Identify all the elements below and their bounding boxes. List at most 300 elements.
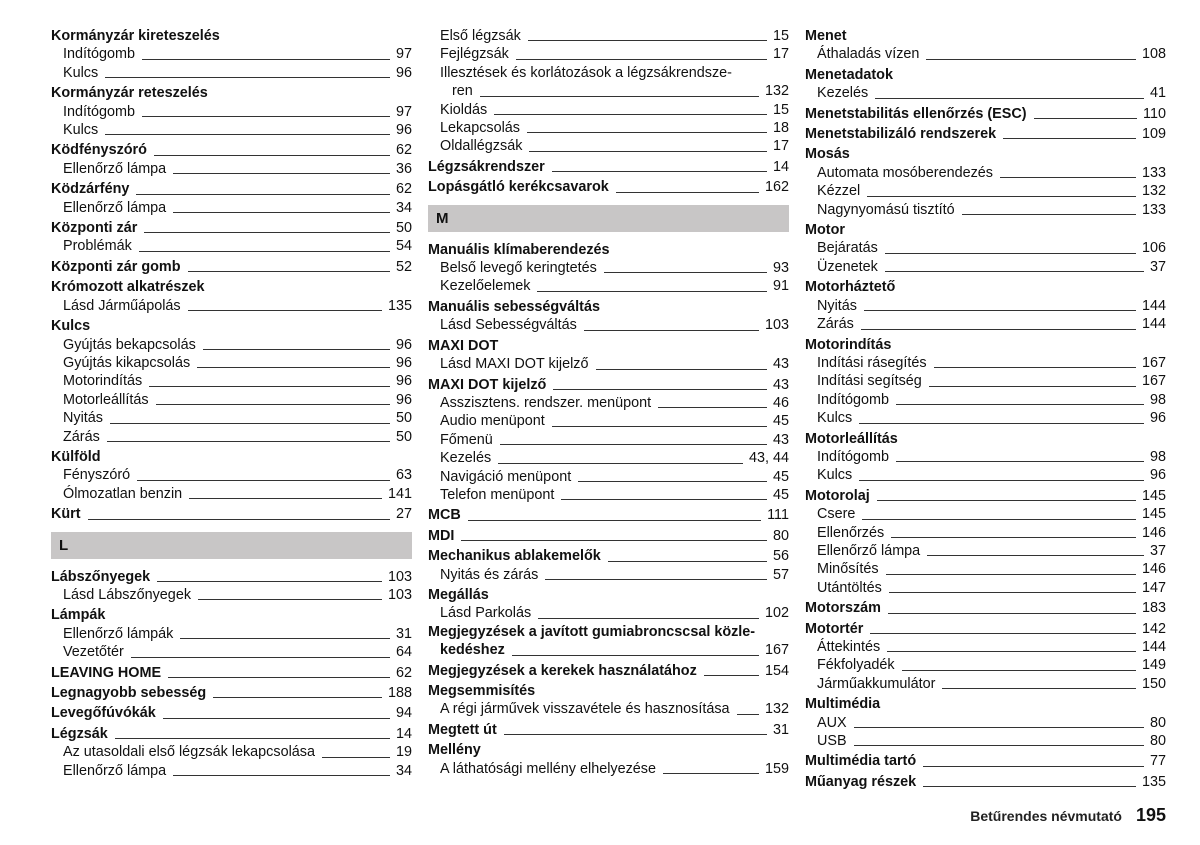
- page-reference[interactable]: 80: [772, 527, 789, 544]
- page-reference[interactable]: 15: [772, 101, 789, 118]
- index-subentry: [51, 625, 412, 643]
- page-reference[interactable]: 146: [1141, 524, 1166, 541]
- leader-line: [923, 786, 1136, 787]
- leader-line: [154, 155, 390, 156]
- page-reference[interactable]: 144: [1141, 639, 1166, 655]
- page-reference[interactable]: 106: [1141, 240, 1166, 257]
- index-subentry: [51, 762, 412, 780]
- entry-label: Menetstabilizáló rendszerek: [805, 126, 997, 143]
- entry-label: Kezelés: [440, 450, 492, 467]
- leader-line: [173, 775, 390, 776]
- entry-label: Asszisztens. rendszer. menüpont: [440, 394, 652, 411]
- page-reference[interactable]: 43: [772, 376, 789, 393]
- page-reference[interactable]: 34: [395, 199, 412, 216]
- page-reference[interactable]: 41: [1149, 85, 1166, 102]
- entry-label: Kürt: [51, 506, 81, 523]
- page-reference[interactable]: 133: [1141, 164, 1166, 181]
- page-reference[interactable]: 56: [772, 548, 789, 565]
- entry-label: Kulcs: [817, 467, 853, 484]
- index-entry: [51, 258, 412, 276]
- entry-label: Kezelőelemek: [440, 278, 531, 295]
- page-reference[interactable]: 31: [395, 625, 412, 642]
- page-reference[interactable]: 64: [395, 644, 412, 661]
- index-subentry: [51, 297, 412, 315]
- entry-label: MDI: [428, 527, 455, 544]
- index-subentry: [51, 354, 412, 372]
- entry-label: Kioldás: [440, 101, 488, 118]
- index-entry: [805, 125, 1166, 143]
- leader-line: [529, 151, 767, 152]
- index-subentry: [805, 201, 1166, 219]
- index-entry: [51, 568, 412, 586]
- index-subentry: [428, 412, 789, 430]
- leader-line: [616, 192, 759, 193]
- page-reference[interactable]: 145: [1141, 506, 1166, 523]
- index-subentry: [51, 103, 412, 121]
- leader-line: [663, 773, 759, 774]
- index-subentry: [428, 449, 789, 467]
- entry-label: Levegőfúvókák: [51, 705, 156, 722]
- index-entry: [428, 376, 789, 394]
- entry-label: Lásd Parkolás: [440, 605, 532, 622]
- entry-label: Indítógomb: [817, 448, 890, 465]
- page-reference[interactable]: 97: [395, 103, 412, 120]
- leader-line: [512, 655, 759, 656]
- entry-label: Motortér: [805, 620, 864, 637]
- page-reference[interactable]: 149: [1141, 657, 1166, 674]
- entry-label: Indítógomb: [817, 391, 890, 408]
- page-reference[interactable]: 109: [1141, 126, 1166, 143]
- leader-line: [902, 670, 1136, 671]
- page-reference[interactable]: 43, 44: [748, 450, 789, 467]
- entry-label: Vezetőtér: [63, 644, 124, 661]
- entry-label: Ködfényszóró: [51, 142, 147, 159]
- index-subentry: [51, 199, 412, 217]
- index-subentry: [51, 391, 412, 409]
- index-subentry: [51, 121, 412, 139]
- leader-line: [887, 651, 1136, 652]
- page-reference[interactable]: 132: [764, 83, 789, 100]
- leader-line: [149, 386, 390, 387]
- page-reference[interactable]: 46: [772, 394, 789, 411]
- page-reference[interactable]: 188: [387, 685, 412, 701]
- page-reference[interactable]: 54: [395, 238, 412, 255]
- index-column-3: [805, 27, 1166, 791]
- page-reference[interactable]: 14: [772, 158, 789, 175]
- index-subentry: [51, 643, 412, 661]
- index-entry: [805, 773, 1166, 791]
- page-reference[interactable]: 98: [1149, 391, 1166, 408]
- leader-line: [498, 463, 743, 464]
- page-number: 195: [1135, 805, 1166, 825]
- entry-label: Üzenetek: [817, 258, 878, 275]
- page-reference[interactable]: 102: [764, 605, 789, 622]
- leader-line: [886, 574, 1136, 575]
- entry-label: USB: [817, 733, 847, 750]
- index-entry: [428, 662, 789, 680]
- leader-line: [658, 407, 767, 408]
- page-reference[interactable]: 43: [772, 431, 789, 448]
- page-reference[interactable]: 111: [767, 507, 789, 524]
- page-reference[interactable]: 27: [395, 506, 412, 523]
- page-reference[interactable]: 167: [1141, 373, 1166, 390]
- leader-line: [942, 688, 1136, 689]
- index-entry: [428, 527, 789, 545]
- entry-label: Zárás: [817, 316, 854, 333]
- leader-line: [516, 59, 767, 60]
- page-reference[interactable]: 45: [772, 486, 789, 503]
- page-reference[interactable]: 103: [764, 317, 789, 334]
- index-heading: Külföld: [51, 448, 101, 465]
- index-entry: [51, 725, 412, 743]
- page-reference[interactable]: 19: [395, 744, 412, 761]
- leader-line: [163, 718, 390, 719]
- page-reference[interactable]: 145: [1141, 487, 1166, 504]
- index-heading: Megsemmisítés: [428, 683, 536, 699]
- entry-label: AUX: [817, 714, 847, 731]
- entry-label: MAXI DOT kijelző: [428, 376, 547, 393]
- index-heading: Motorindítás: [805, 336, 892, 353]
- entry-label: Navigáció menüpont: [440, 468, 572, 485]
- leader-line: [604, 272, 767, 273]
- page-reference[interactable]: 50: [395, 428, 412, 445]
- page-reference[interactable]: 96: [395, 122, 412, 139]
- index-entry: [51, 180, 412, 198]
- leader-line: [877, 500, 1136, 501]
- entry-label: Az utasoldali első légzsák lekapcsolása: [63, 744, 315, 761]
- page-reference[interactable]: 96: [1149, 410, 1166, 427]
- leader-line: [538, 618, 759, 619]
- index-heading: Lámpák: [51, 607, 106, 624]
- leader-line: [867, 196, 1136, 197]
- page-reference[interactable]: 37: [1149, 542, 1166, 559]
- leader-line: [870, 633, 1136, 634]
- index-subentry: [51, 485, 412, 503]
- leader-line: [131, 657, 390, 658]
- entry-label: Ellenőrző lámpák: [63, 625, 174, 642]
- leader-line: [862, 519, 1136, 520]
- entry-label: Automata mosóberendezés: [817, 164, 993, 181]
- page-reference[interactable]: 154: [764, 662, 789, 679]
- page-reference[interactable]: 62: [395, 664, 412, 681]
- entry-label: Lásd MAXI DOT kijelző: [440, 356, 589, 373]
- leader-line: [197, 367, 390, 368]
- index-heading: Motorleállítás: [805, 430, 898, 447]
- index-subentry: [805, 524, 1166, 542]
- page-reference[interactable]: 34: [395, 762, 412, 779]
- index-subentry: [428, 119, 789, 137]
- index-subentry: [51, 586, 412, 604]
- index-subentry: [428, 760, 789, 778]
- page-reference[interactable]: 80: [1149, 714, 1166, 731]
- page-reference[interactable]: 17: [772, 46, 789, 63]
- page-reference[interactable]: 96: [1149, 467, 1166, 484]
- page-reference[interactable]: 141: [387, 485, 412, 502]
- page-reference[interactable]: 96: [395, 64, 412, 81]
- leader-line: [537, 291, 767, 292]
- entry-label: Főmenü: [440, 431, 493, 448]
- page-reference[interactable]: 142: [1141, 620, 1166, 637]
- index-heading: Megállás: [428, 586, 489, 603]
- entry-label: Nyitás: [817, 297, 857, 314]
- page-reference[interactable]: 162: [764, 179, 789, 196]
- entry-label: Nyitás: [63, 410, 103, 427]
- index-subentry: [51, 428, 412, 446]
- page-reference[interactable]: 96: [395, 336, 412, 353]
- page-reference[interactable]: 144: [1141, 316, 1166, 333]
- index-subentry: [428, 277, 789, 295]
- entry-label: Oldallégzsák: [440, 138, 523, 155]
- index-entry: [428, 547, 789, 565]
- entry-label: Megjegyzések a javított gumiabroncscsal közle-: [428, 623, 756, 640]
- entry-label: Nagynyomású tisztító: [817, 201, 955, 218]
- page-reference[interactable]: 132: [1141, 183, 1166, 200]
- entry-label: Ellenőrző lámpa: [63, 199, 167, 216]
- entry-label: Bejáratás: [817, 240, 878, 257]
- entry-label: Multimédia tartó: [805, 753, 917, 770]
- entry-label: Gyújtás kikapcsolás: [63, 354, 191, 371]
- leader-line: [553, 389, 767, 390]
- page-reference[interactable]: 45: [772, 468, 789, 485]
- index-heading: MAXI DOT: [428, 337, 499, 354]
- index-subentry: [428, 394, 789, 412]
- index-heading: Manuális sebességváltás: [428, 298, 600, 315]
- index-subentry: [805, 656, 1166, 674]
- page-reference[interactable]: 96: [395, 354, 412, 371]
- page-reference[interactable]: 31: [772, 721, 789, 738]
- page-reference[interactable]: 167: [764, 642, 789, 659]
- index-subentry: [805, 45, 1166, 63]
- index-subentry: [51, 160, 412, 178]
- page-reference[interactable]: 50: [395, 220, 412, 237]
- leader-line: [322, 757, 390, 758]
- index-subentry: [805, 372, 1166, 390]
- leader-line: [188, 271, 390, 272]
- page-reference[interactable]: 132: [764, 701, 789, 718]
- index-subentry: [428, 137, 789, 155]
- page-reference[interactable]: 37: [1149, 258, 1166, 275]
- index-entry: [51, 141, 412, 159]
- leader-line: [107, 441, 390, 442]
- leader-line: [480, 96, 759, 97]
- index-entry: [51, 664, 412, 682]
- leader-line: [115, 738, 390, 739]
- page-reference[interactable]: 110: [1143, 105, 1166, 122]
- leader-line: [889, 592, 1136, 593]
- index-entry: [805, 487, 1166, 505]
- index-entry: [805, 105, 1166, 123]
- leader-line: [136, 194, 390, 195]
- index-subentry: [51, 237, 412, 255]
- index-subentry: [428, 700, 789, 718]
- entry-label: Utántöltés: [817, 579, 882, 596]
- entry-label: Nyitás és zárás: [440, 566, 539, 583]
- index-subentry: [51, 45, 412, 63]
- page-reference[interactable]: 97: [395, 46, 412, 63]
- page-reference[interactable]: 108: [1141, 46, 1166, 63]
- entry-label: Légzsák: [51, 725, 108, 742]
- leader-line: [105, 134, 390, 135]
- leader-line: [923, 766, 1144, 767]
- page-reference[interactable]: 50: [395, 410, 412, 427]
- entry-label: A régi járművek visszavétele és hasznosítása: [440, 701, 730, 718]
- entry-label: Legnagyobb sebesség: [51, 685, 207, 701]
- leader-line: [139, 251, 390, 252]
- entry-label: Ellenőrző lámpa: [63, 762, 167, 779]
- index-entry: [805, 599, 1166, 617]
- page-reference[interactable]: 135: [1141, 773, 1166, 790]
- page-reference[interactable]: 167: [1141, 354, 1166, 371]
- index-entry: [428, 178, 789, 196]
- index-subentry: [805, 638, 1166, 656]
- entry-label: Központi zár: [51, 220, 138, 237]
- page-reference[interactable]: 80: [1149, 733, 1166, 750]
- leader-line: [896, 461, 1144, 462]
- leader-line: [173, 173, 390, 174]
- page-reference[interactable]: 183: [1141, 600, 1166, 617]
- leader-line: [875, 98, 1144, 99]
- entry-label: Gyújtás bekapcsolás: [63, 336, 196, 353]
- entry-label: Zárás: [63, 428, 100, 445]
- page-reference[interactable]: 62: [395, 142, 412, 159]
- leader-line: [608, 561, 767, 562]
- leader-line: [888, 613, 1136, 614]
- entry-label: Lekapcsolás: [440, 120, 520, 137]
- leader-line: [500, 444, 767, 445]
- index-subentry: [805, 315, 1166, 333]
- leader-line: [891, 537, 1136, 538]
- index-heading: Motor: [805, 222, 845, 239]
- entry-label: Motorindítás: [63, 373, 143, 390]
- leader-line: [885, 253, 1136, 254]
- entry-label: Menetstabilitás ellenőrzés (ESC): [805, 105, 1027, 122]
- entry-label-continued: ren: [452, 83, 473, 100]
- index-subentry: [428, 101, 789, 119]
- page-reference[interactable]: 146: [1141, 561, 1166, 578]
- leader-line: [88, 519, 390, 520]
- leader-line: [527, 132, 767, 133]
- index-subentry: [805, 579, 1166, 597]
- index-heading: Mosás: [805, 146, 850, 163]
- page-reference[interactable]: 159: [764, 760, 789, 777]
- leader-line: [461, 540, 767, 541]
- index-subentry: [428, 566, 789, 584]
- entry-label: Motorszám: [805, 600, 881, 617]
- page-reference[interactable]: 103: [387, 568, 412, 585]
- leader-line: [552, 426, 767, 427]
- index-subentry: [428, 45, 789, 63]
- leader-line: [584, 330, 759, 331]
- page-reference[interactable]: 150: [1141, 675, 1166, 692]
- page-reference[interactable]: 45: [772, 413, 789, 430]
- leader-line: [105, 77, 390, 78]
- index-subentry: [428, 27, 789, 45]
- leader-line: [189, 498, 382, 499]
- entry-label: Ködzárfény: [51, 181, 130, 198]
- leader-line: [927, 555, 1144, 556]
- index-entry: [805, 752, 1166, 770]
- index-subentry: [428, 486, 789, 504]
- page-reference[interactable]: 91: [772, 278, 789, 295]
- index-heading: Kulcs: [51, 318, 91, 335]
- leader-line: [885, 271, 1144, 272]
- entry-label: Indítógomb: [63, 46, 136, 63]
- leader-line: [110, 423, 390, 424]
- page-reference[interactable]: 52: [395, 258, 412, 275]
- page-reference[interactable]: 14: [395, 725, 412, 742]
- index-heading: Kormányzár reteszelés: [51, 85, 208, 102]
- index-heading: Krómozott alkatrészek: [51, 279, 205, 296]
- entry-label: A láthatósági mellény elhelyezése: [440, 760, 656, 777]
- index-subentry: [428, 355, 789, 373]
- page-footer: [970, 805, 1166, 826]
- leader-line: [926, 59, 1136, 60]
- entry-label: Indítási segítség: [817, 373, 922, 390]
- leader-line: [929, 386, 1136, 387]
- index-heading: Menet: [805, 28, 847, 44]
- leader-line: [188, 310, 382, 311]
- entry-label: Kézzel: [817, 183, 861, 200]
- leader-line: [528, 40, 767, 41]
- page-reference[interactable]: 63: [395, 467, 412, 484]
- letter-heading: L: [51, 532, 412, 559]
- entry-label: Áttekintés: [817, 639, 881, 655]
- page-reference[interactable]: 94: [395, 705, 412, 722]
- page-reference[interactable]: 103: [387, 586, 412, 603]
- page-reference[interactable]: 96: [395, 373, 412, 390]
- index-subentry: [428, 316, 789, 334]
- page-reference[interactable]: 133: [1141, 201, 1166, 218]
- leader-line: [173, 212, 390, 213]
- index-subentry: [805, 448, 1166, 466]
- section-title: Betűrendes névmutató: [970, 808, 1122, 824]
- leader-line: [578, 481, 767, 482]
- entry-label: Légzsákrendszer: [428, 158, 545, 175]
- page-reference[interactable]: 77: [1149, 753, 1166, 770]
- index-subentry: [805, 354, 1166, 372]
- index-subentry: [428, 468, 789, 486]
- page-reference[interactable]: 93: [772, 260, 789, 277]
- leader-line: [962, 214, 1136, 215]
- entry-label: Műanyag részek: [805, 773, 917, 790]
- page-reference[interactable]: 15: [772, 28, 789, 44]
- leader-line: [203, 349, 390, 350]
- index-subentry: [51, 743, 412, 761]
- page-reference[interactable]: 96: [395, 391, 412, 408]
- page-reference[interactable]: 135: [387, 297, 412, 314]
- leader-line: [934, 367, 1136, 368]
- entry-label: Járműakkumulátor: [817, 675, 936, 692]
- leader-line: [157, 581, 382, 582]
- page-reference[interactable]: 147: [1141, 579, 1166, 596]
- page-reference[interactable]: 57: [772, 566, 789, 583]
- entry-label: Kulcs: [817, 410, 853, 427]
- entry-label: Fényszóró: [63, 467, 131, 484]
- page-reference[interactable]: 18: [772, 120, 789, 137]
- entry-label: Lásd Járműápolás: [63, 297, 181, 314]
- page-reference[interactable]: 98: [1149, 448, 1166, 465]
- page-reference[interactable]: 36: [395, 160, 412, 177]
- entry-label: Lopásgátló kerékcsavarok: [428, 179, 609, 196]
- index-subentry: [51, 336, 412, 354]
- letter-heading: M: [428, 205, 789, 232]
- page-reference[interactable]: 62: [395, 181, 412, 198]
- page-reference[interactable]: 43: [772, 356, 789, 373]
- index-column-2: [428, 27, 789, 778]
- page-reference[interactable]: 144: [1141, 297, 1166, 314]
- page-reference[interactable]: 17: [772, 138, 789, 155]
- index-heading: Kormányzár kireteszelés: [51, 28, 220, 44]
